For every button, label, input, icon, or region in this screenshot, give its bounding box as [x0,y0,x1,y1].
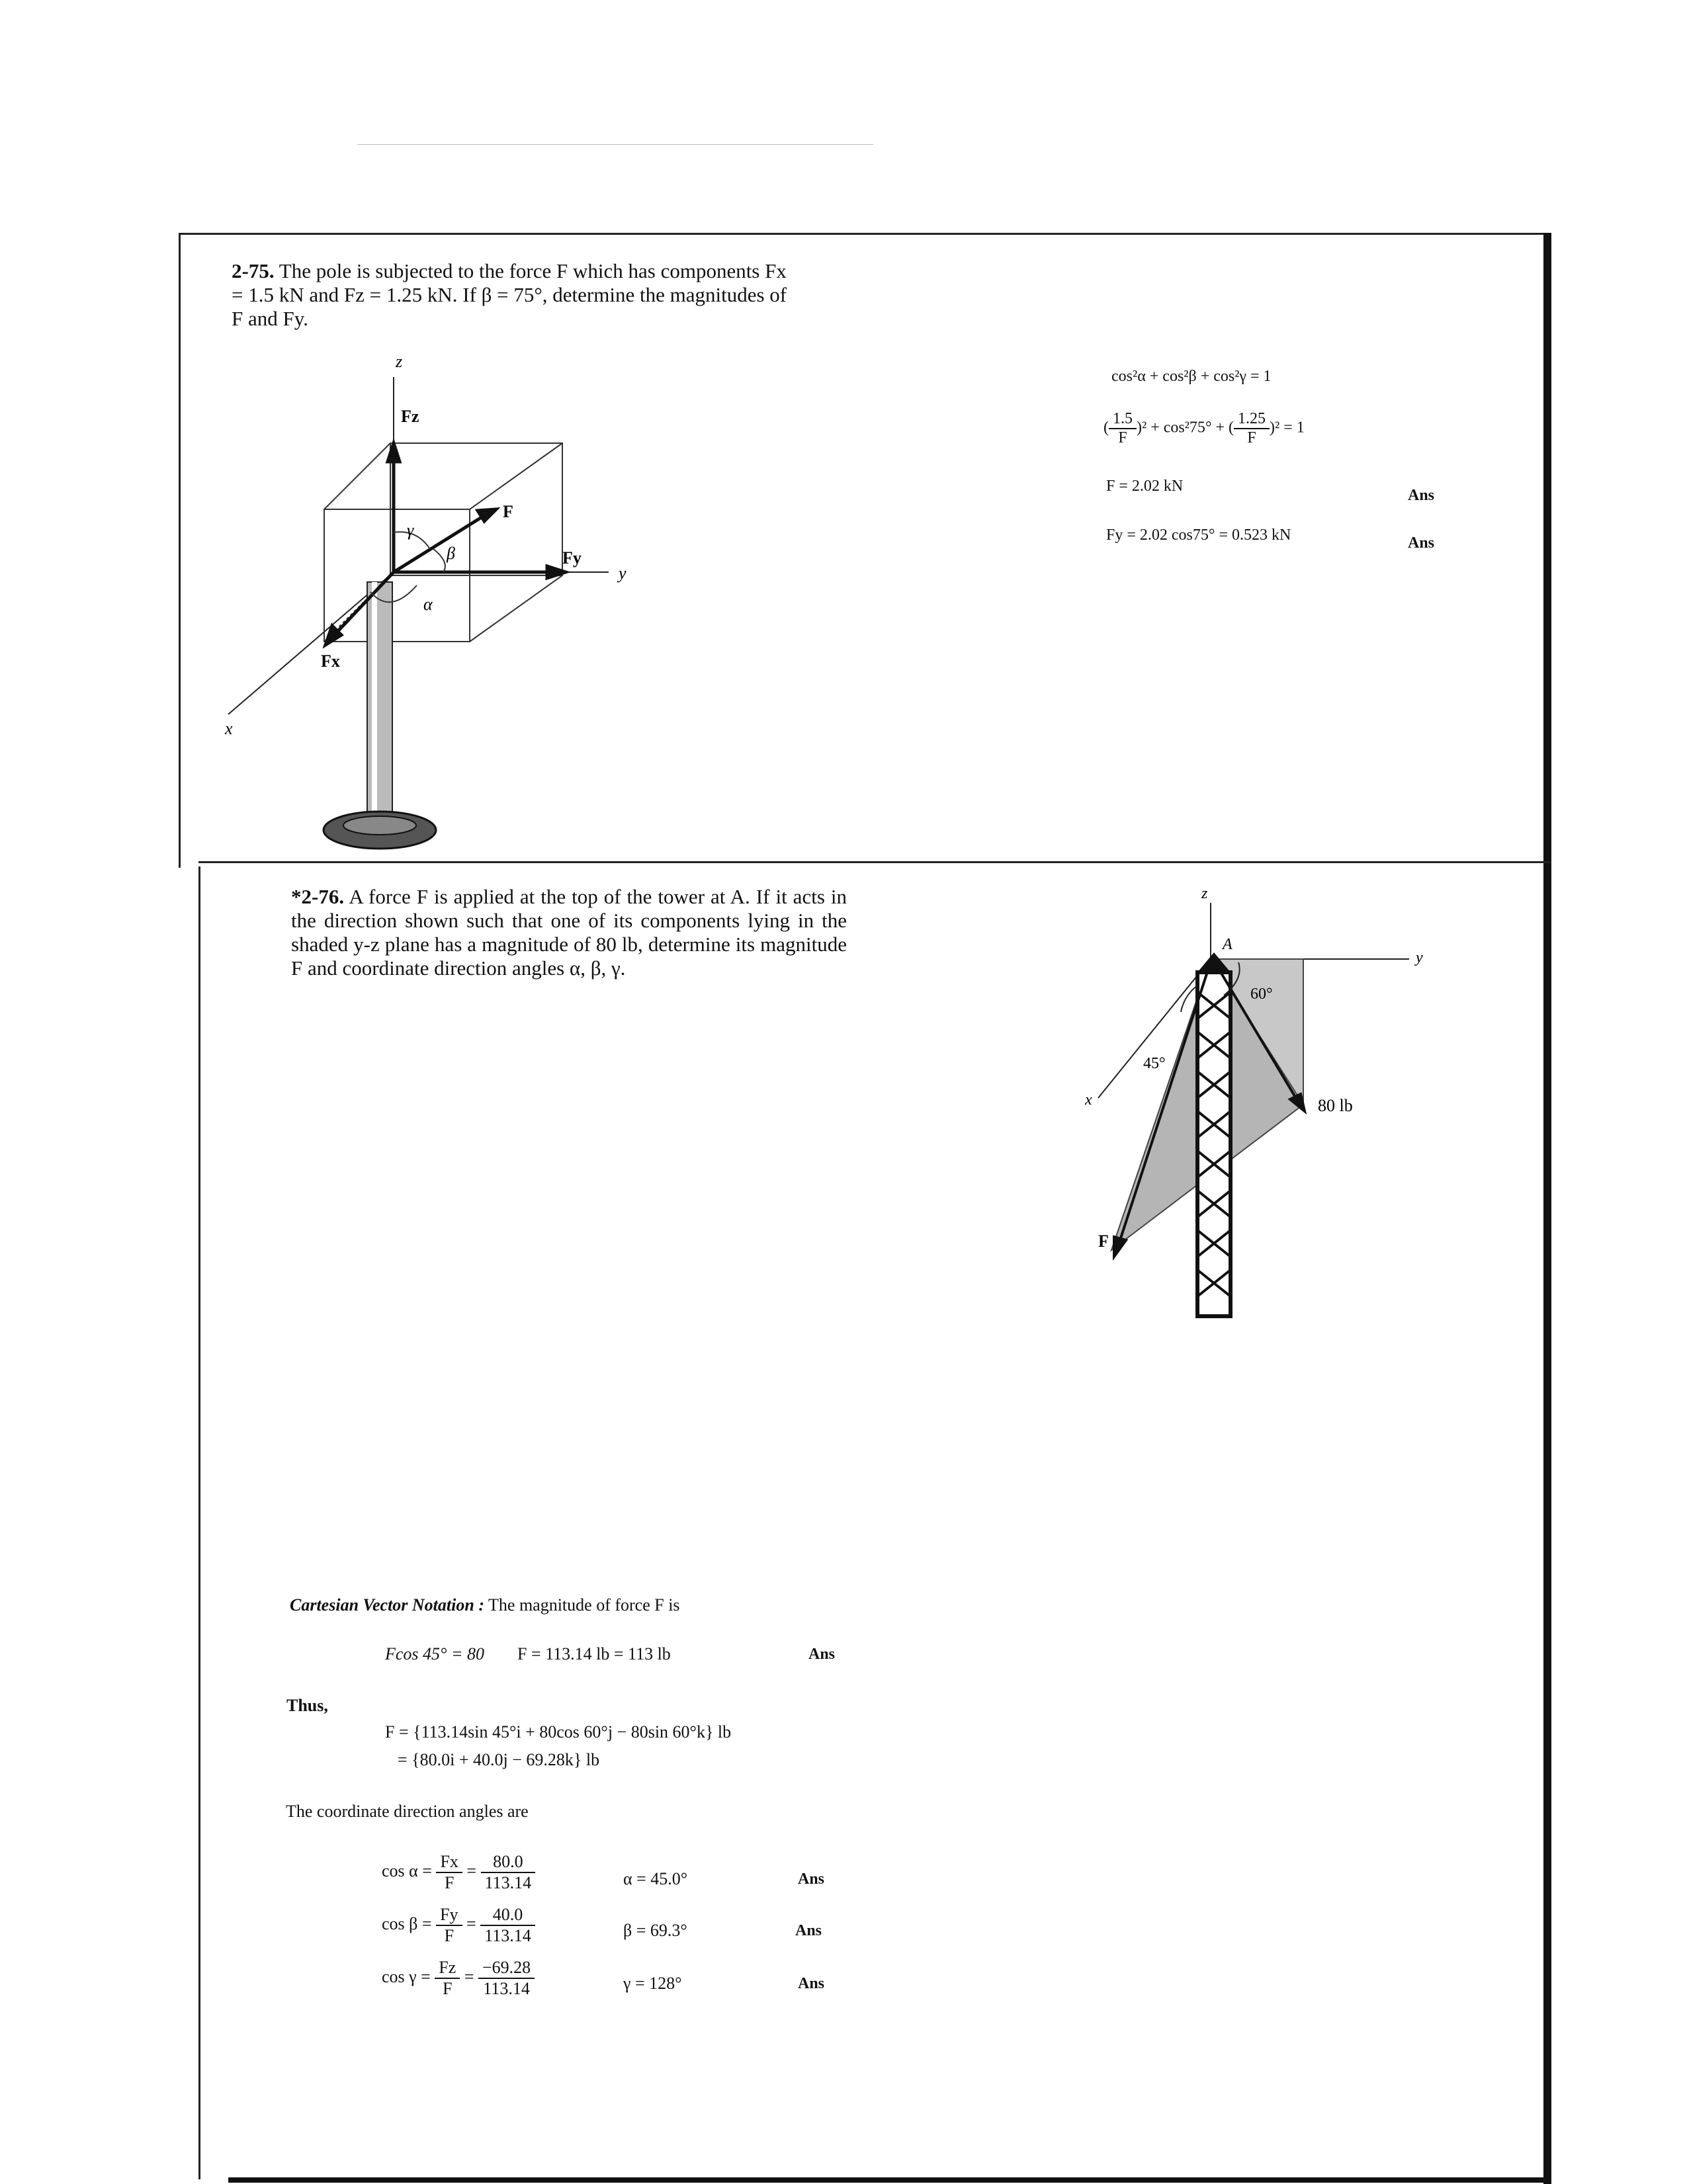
cos-beta-fnum: Fy [436,1905,462,1926]
p76-ans-gamma: Ans [798,1975,825,1992]
pole-highlight [372,582,377,833]
p75-eq2 [1103,410,1305,447]
p75-ans-2: Ans [1408,534,1435,552]
p75-eq2-mid: )² + cos²75° + ( [1137,419,1234,437]
label-x: x [225,719,233,738]
cos-beta-frac2 [480,1905,535,1946]
label-x: x [1085,1091,1092,1109]
label-45deg: 45° [1143,1055,1166,1072]
p75-eq2-den2: F [1247,429,1256,446]
cos-beta-frac1 [436,1905,462,1946]
beta-arc [433,549,445,572]
p76-ans-beta: Ans [795,1922,822,1939]
tower [1197,952,1231,1316]
cos-beta-fden: F [444,1926,454,1945]
cos-alpha-frac2 [481,1852,536,1893]
p76-cos-alpha: cos α = $\frac{Fx}{F}$ = $\frac{80.0}{113.14}$ [382,1852,535,1893]
label-gamma: γ [407,521,414,540]
p76-heading-rest: The magnitude of force F is [488,1595,680,1615]
label-f: F [503,502,513,521]
cos-gamma-den: 113.14 [483,1979,530,1998]
label-60deg: 60° [1250,986,1273,1003]
f-arrowhead [1114,1237,1126,1257]
p75-eq2-left: ( [1103,419,1109,437]
label-fz: Fz [401,407,419,426]
label-z: z [396,352,403,371]
cos-alpha-lhs: cos α = [382,1861,432,1880]
p76-cos-gamma: cos γ = $\frac{Fz}{F}$ = $\frac{-69.28}{113.14}$ [382,1958,535,1999]
p75-eq2-num2: 1.25 [1234,410,1270,429]
p75-eq2-den1: F [1118,429,1127,446]
page-frame-right [1543,233,1551,2184]
p76-vec-line1: F = {113.14sin 45°i + 80cos 60°j − 80sin 60°k} lb [385,1722,732,1742]
cos-alpha-fden: F [444,1873,454,1892]
label-f: F [1098,1232,1109,1251]
cos-alpha-den: 113.14 [484,1873,532,1892]
cos-gamma-frac1 [435,1958,460,1999]
p75-eq2-frac2 [1234,410,1270,447]
p75-eq2-num1: 1.5 [1109,410,1137,429]
label-y: y [619,564,627,583]
page-frame-bottom [228,2177,1551,2183]
cos-gamma-lhs: cos γ = [382,1966,431,1986]
page-frame-top [179,233,1547,235]
cos-gamma-fden: F [443,1979,453,1998]
p76-gamma-result: γ = 128° [623,1974,682,1993]
p76-mag-eq1: Fcos 45° = 80 [385,1644,484,1663]
cos-gamma-num: −69.28 [478,1958,535,1979]
label-fx: Fx [321,651,340,671]
pole-base-ring [343,816,416,835]
cos-alpha-num: 80.0 [481,1852,536,1873]
label-beta: β [447,544,455,563]
problem-76-number: *2-76. [291,885,345,908]
p76-alpha-result: α = 45.0° [623,1869,688,1888]
problem-75-statement [232,259,787,331]
problem-75-text: The pole is subjected to the force F which has components Fx = 1.5 kN and Fz = 1.25 kN. If β = 75°, determine the magnitudes of F and Fy. [232,259,787,330]
p76-ans-mag: Ans [808,1646,836,1663]
scan-artifact-line [357,144,873,145]
p75-eq3: F = 2.02 kN [1106,478,1184,495]
cos-alpha-fnum: Fx [436,1852,462,1873]
p76-vec-line2: = {80.0i + 40.0j − 69.28k} lb [398,1750,600,1769]
p76-ans-alpha: Ans [798,1870,825,1888]
cos-beta-den: 113.14 [484,1926,531,1945]
problem-76-statement [291,885,847,980]
fz-arrowhead [388,443,400,462]
label-fy: Fy [562,548,582,567]
pole [367,582,392,833]
p75-eq2-right: )² = 1 [1270,419,1305,437]
p76-thus: Thus, [286,1696,328,1715]
problem-75-figure [205,344,655,866]
p76-mag-eq2: F = 113.14 lb = 113 lb [517,1644,671,1663]
p75-eq1: cos²α + cos²β + cos²γ = 1 [1111,368,1272,385]
problem-76-figure [1065,880,1449,1329]
p76-beta-result: β = 69.3° [623,1921,687,1940]
p75-eq4: Fy = 2.02 cos75° = 0.523 kN [1106,526,1291,544]
p76-angles-intro: The coordinate direction angles are [286,1802,529,1821]
page-frame-left-lower [198,866,200,2179]
cos-gamma-frac2 [478,1958,535,1999]
page-frame-left-upper [179,233,181,868]
cos-alpha-frac1 [436,1852,462,1893]
p75-eq2-frac1 [1109,410,1137,447]
label-a: A [1223,936,1233,953]
label-80lb: 80 lb [1318,1096,1353,1115]
label-alpha: α [423,595,433,614]
cos-beta-lhs: cos β = [382,1913,432,1933]
problem-76-text: A force F is applied at the top of the tower at A. If it acts in the direction shown such that one of its components lying in the shaded y-z plane has a magnitude of 80 lb, determine its magnitude F and coordinate direction angles α, β, γ. [291,885,847,980]
problem-75-number: 2-75. [232,259,275,282]
cos-beta-num: 40.0 [480,1905,535,1926]
label-z: z [1201,885,1208,902]
p76-heading-label: Cartesian Vector Notation : [290,1595,484,1615]
label-y: y [1416,949,1423,966]
cos-gamma-fnum: Fz [435,1958,460,1979]
p76-heading [290,1595,680,1615]
p76-cos-beta: cos β = $\frac{Fy}{F}$ = $\frac{40.0}{113.14}$ [382,1905,535,1946]
p75-ans-1: Ans [1408,487,1435,504]
